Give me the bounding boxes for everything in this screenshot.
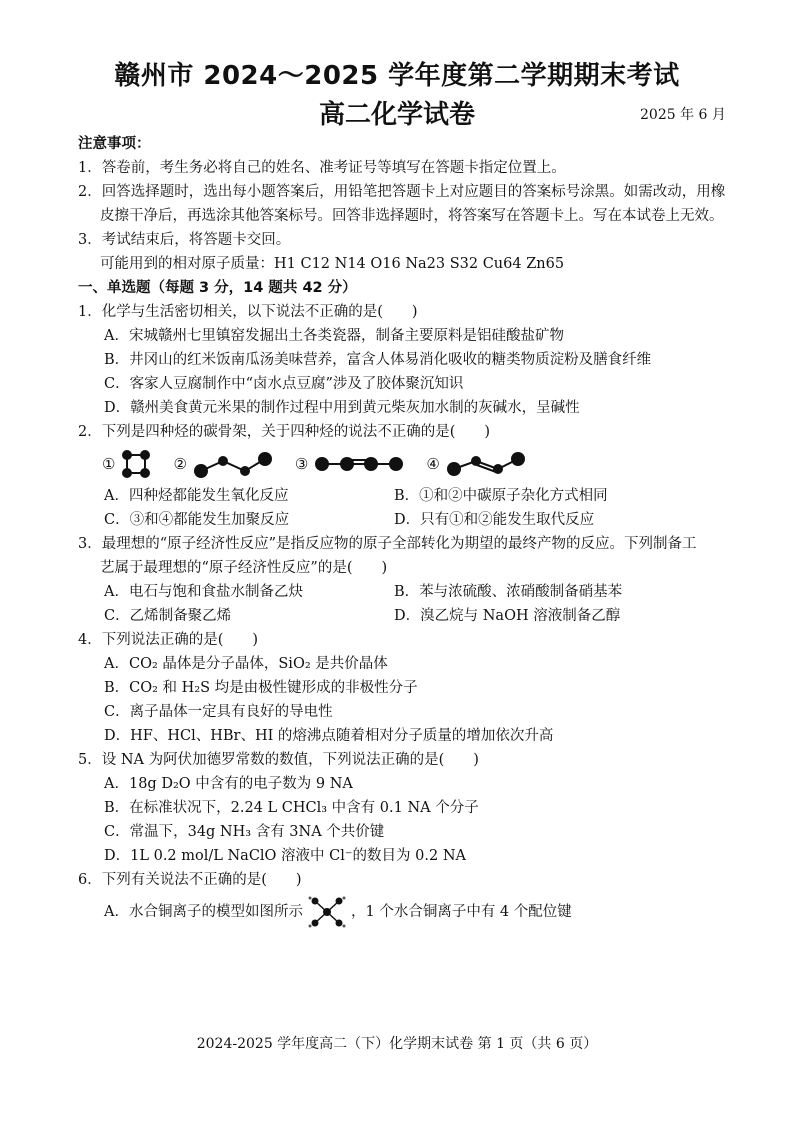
q1-option-d: D．赣州美食黄元米果的制作过程中用到黄元柴灰加水制的灰碱水，呈碱性	[104, 400, 580, 416]
q1-stem: 1．化学与生活密切相关，以下说法不正确的是( )	[78, 304, 418, 320]
q3-options-row-2	[78, 604, 768, 628]
skeleton-4	[426, 449, 525, 479]
section-heading: 一、单选题（每题 3 分，14 题共 42 分）	[78, 280, 357, 296]
q6-stem: 6．下列有关说法不正确的是( )	[78, 872, 302, 888]
q5-option-c: C．常温下，34g NH₃ 含有 3NA 个共价键	[104, 824, 385, 840]
q1-option-b: B．井冈山的红米饭南瓜汤美味营养，富含人体易消化吸收的糖类物质淀粉及膳食纤维	[104, 352, 652, 368]
skeleton-3-label: ③	[294, 455, 309, 473]
note-item-1: 1．答卷前，考生务必将自己的姓名、准考证号等填写在答题卡指定位置上。	[78, 160, 566, 176]
q5-option-b: B．在标准状况下，2.24 L CHCl₃ 中含有 0.1 NA 个分子	[104, 800, 479, 816]
q2-stem: 2．下列是四种烃的碳骨架，关于四种烃的说法不正确的是( )	[78, 424, 491, 440]
exam-content	[78, 132, 768, 932]
q3-stem-1: 3．最理想的“原子经济性反应”是指反应物的原子全部转化为期望的最终产物的反应。下列制备工	[78, 536, 697, 552]
skeleton-3	[295, 449, 404, 479]
q2-option-a: A．四种烃都能发生氧化反应	[104, 488, 289, 504]
skeleton-2-label: ②	[173, 455, 187, 473]
q2-options-row-2	[78, 508, 768, 532]
q3-option-d: D．溴乙烷与 NaOH 溶液制备乙醇	[394, 608, 621, 624]
q3-option-a: A．电石与饱和食盐水制备乙炔	[104, 584, 303, 600]
cyclobutane-skeleton-icon	[121, 449, 151, 479]
q6-option-a-text-1: A．水合铜离子的模型如图所示	[104, 904, 303, 920]
q3-option-b: B．苯与浓硫酸、浓硝酸制备硝基苯	[394, 584, 623, 600]
q4-option-a: A．CO₂ 晶体是分子晶体，SiO₂ 是共价晶体	[104, 656, 388, 672]
q5-stem: 5．设 NA 为阿伏加德罗常数的数值，下列说法正确的是( )	[78, 752, 479, 768]
q2-option-d: D．只有①和②能发生取代反应	[394, 512, 595, 528]
q3-option-c: C．乙烯制备聚乙烯	[104, 608, 232, 624]
q5-option-a: A．18g D₂O 中含有的电子数为 9 NA	[104, 776, 353, 792]
butane-skeleton-icon	[193, 449, 273, 479]
q4-option-d: D．HF、HCl、HBr、HI 的熔沸点随着相对分子质量的增加依次升高	[104, 728, 554, 744]
q3-stem-2: 艺属于最理想的“原子经济性反应”的是( )	[100, 560, 388, 576]
atomic-masses: 可能用到的相对原子质量：H1 C12 N14 O16 Na23 S32 Cu64 Zn65	[100, 256, 565, 272]
butene-skeleton-icon	[446, 449, 526, 479]
q3-options-row-1	[78, 580, 768, 604]
q4-option-c: C．离子晶体一定具有良好的导电性	[104, 704, 333, 720]
skeleton-4-label: ④	[426, 455, 440, 473]
q4-stem: 4．下列说法正确的是( )	[78, 632, 259, 648]
q6-option-a-text-2: ，1 个水合铜离子中有 4 个配位键	[350, 904, 572, 920]
skeleton-1	[102, 449, 151, 479]
skeleton-1-label: ①	[102, 455, 116, 473]
skeleton-2	[173, 449, 272, 479]
butadiene-skeleton-icon	[314, 449, 404, 479]
q1-option-a: A．宋城赣州七里镇窑发掘出土各类瓷器，制备主要原料是铝硅酸盐矿物	[104, 328, 564, 344]
page-footer: 2024-2025 学年度高二（下）化学期末试卷 第 1 页（共 6 页）	[196, 1036, 598, 1052]
hydrated-copper-ion-model-icon	[307, 893, 347, 931]
exam-date: 2025 年 6 月	[640, 107, 726, 123]
q5-option-d: D．1L 0.2 mol/L NaClO 溶液中 Cl⁻的数目为 0.2 NA	[104, 848, 466, 864]
q2-options-row-1	[78, 484, 768, 508]
exam-title: 赣州市 2024～2025 学年度第二学期期末考试	[114, 61, 680, 91]
exam-subtitle: 高二化学试卷	[318, 100, 475, 130]
carbon-skeletons	[78, 444, 768, 484]
q1-option-c: C．客家人豆腐制作中“卤水点豆腐”涉及了胶体聚沉知识	[104, 376, 464, 392]
q4-option-b: B．CO₂ 和 H₂S 均是由极性键形成的非极性分子	[104, 680, 418, 696]
q2-option-c: C．③和④都能发生加聚反应	[104, 512, 290, 528]
note-item-2-cont: 皮擦干净后，再选涂其他答案标号。回答非选择题时，将答案写在答题卡上。写在本试卷上无效。	[100, 208, 724, 224]
note-item-3: 3．考试结束后，将答题卡交回。	[78, 232, 291, 248]
notes-heading: 注意事项：	[78, 136, 151, 152]
q2-option-b: B．①和②中碳原子杂化方式相同	[394, 488, 608, 504]
q6-option-a	[78, 892, 768, 932]
note-item-2: 2．回答选择题时，选出每小题答案后，用铅笔把答题卡上对应题目的答案标号涂黑。如需改动，用橡	[78, 184, 726, 200]
